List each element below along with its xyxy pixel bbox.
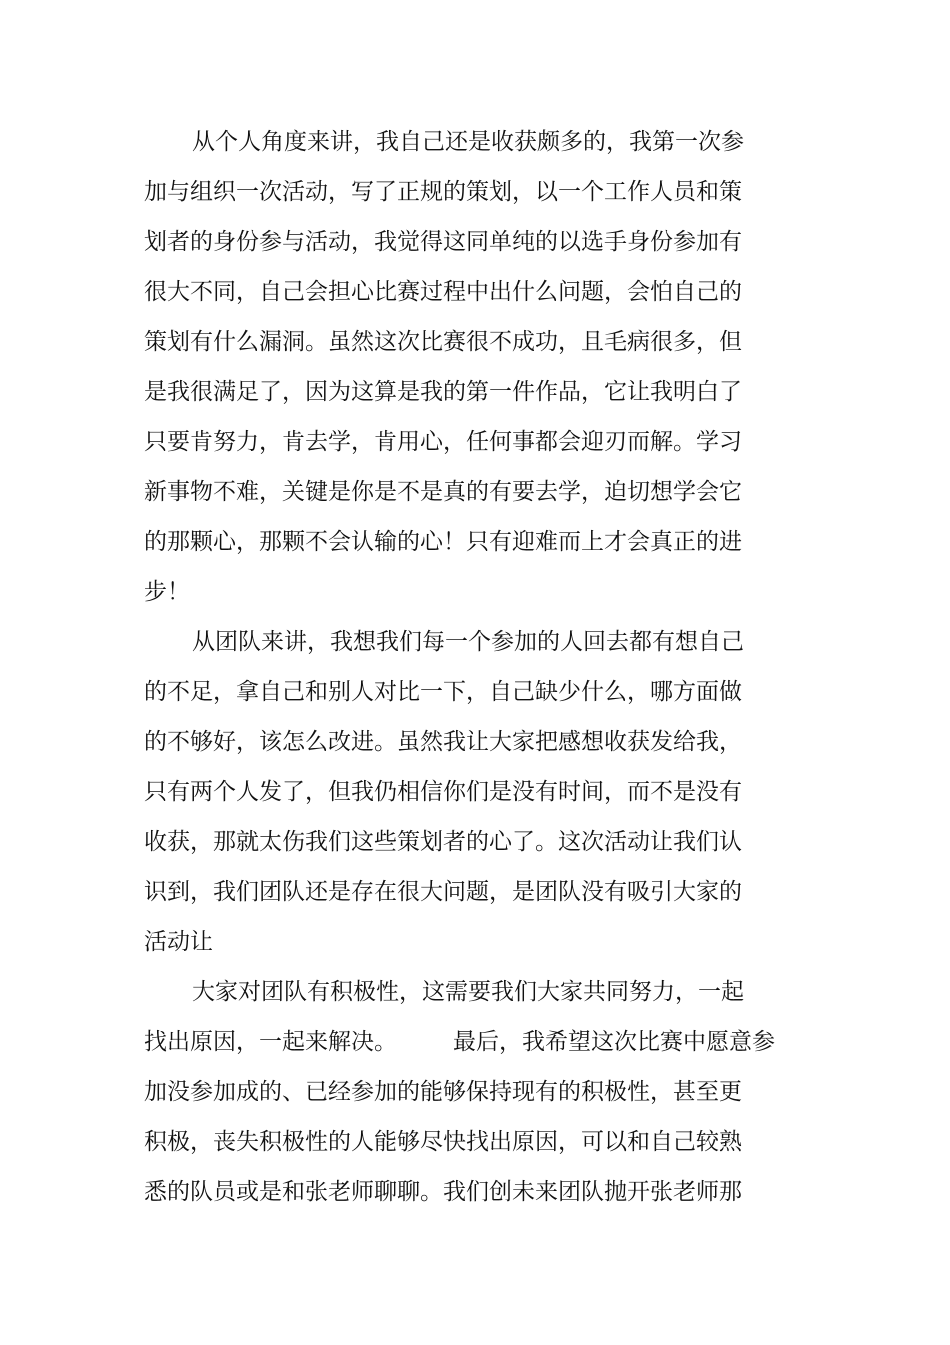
paragraph-line: 加没参加成的、已经参加的能够保持现有的积极性，甚至更	[144, 1079, 742, 1105]
paragraph-line: 新事物不难，关键是你是不是真的有要去学，迫切想学会它	[144, 479, 742, 505]
paragraph-line: 只有两个人发了，但我仍相信你们是没有时间，而不是没有	[144, 779, 742, 805]
paragraph-line: 只要肯努力，肯去学，肯用心，任何事都会迎刃而解。学习	[144, 429, 742, 455]
paragraph-segment: 找出原因，一起来解决。	[144, 1029, 397, 1055]
paragraph-line: 从团队来讲，我想我们每一个参加的人回去都有想自己	[192, 629, 744, 655]
paragraph-line: 的那颗心，那颗不会认输的心！只有迎难而上才会真正的进	[144, 529, 742, 555]
paragraph-line: 积极，丧失积极性的人能够尽快找出原因，可以和自己较熟	[144, 1129, 742, 1155]
paragraph-line: 悉的队员或是和张老师聊聊。我们创未来团队抛开张老师那	[144, 1179, 742, 1205]
paragraph-line: 的不足，拿自己和别人对比一下，自己缺少什么，哪方面做	[144, 679, 742, 705]
paragraph-line: 从个人角度来讲，我自己还是收获颇多的，我第一次参	[192, 129, 744, 155]
paragraph-line: 识到，我们团队还是存在很大问题，是团队没有吸引大家的	[144, 879, 742, 905]
paragraph-line	[144, 1017, 784, 1067]
paragraph-line: 步！	[144, 579, 190, 605]
paragraph-line: 大家对团队有积极性，这需要我们大家共同努力，一起	[192, 979, 744, 1005]
paragraph-segment: 最后，我希望这次比赛中愿意参	[453, 1029, 775, 1055]
paragraph-line: 的不够好，该怎么改进。虽然我让大家把感想收获发给我，	[144, 729, 742, 755]
body-text	[144, 117, 784, 1217]
paragraph-line: 加与组织一次活动，写了正规的策划，以一个工作人员和策	[144, 179, 742, 205]
paragraph-line: 划者的身份参与活动，我觉得这同单纯的以选手身份参加有	[144, 229, 742, 255]
paragraph-line: 是我很满足了，因为这算是我的第一件作品，它让我明白了	[144, 379, 742, 405]
paragraph-line: 收获，那就太伤我们这些策划者的心了。这次活动让我们认	[144, 829, 742, 855]
paragraph-line: 活动让	[144, 929, 213, 955]
paragraph-line: 策划有什么漏洞。虽然这次比赛很不成功，且毛病很多，但	[144, 329, 742, 355]
paragraph-line: 很大不同，自己会担心比赛过程中出什么问题，会怕自己的	[144, 279, 742, 305]
